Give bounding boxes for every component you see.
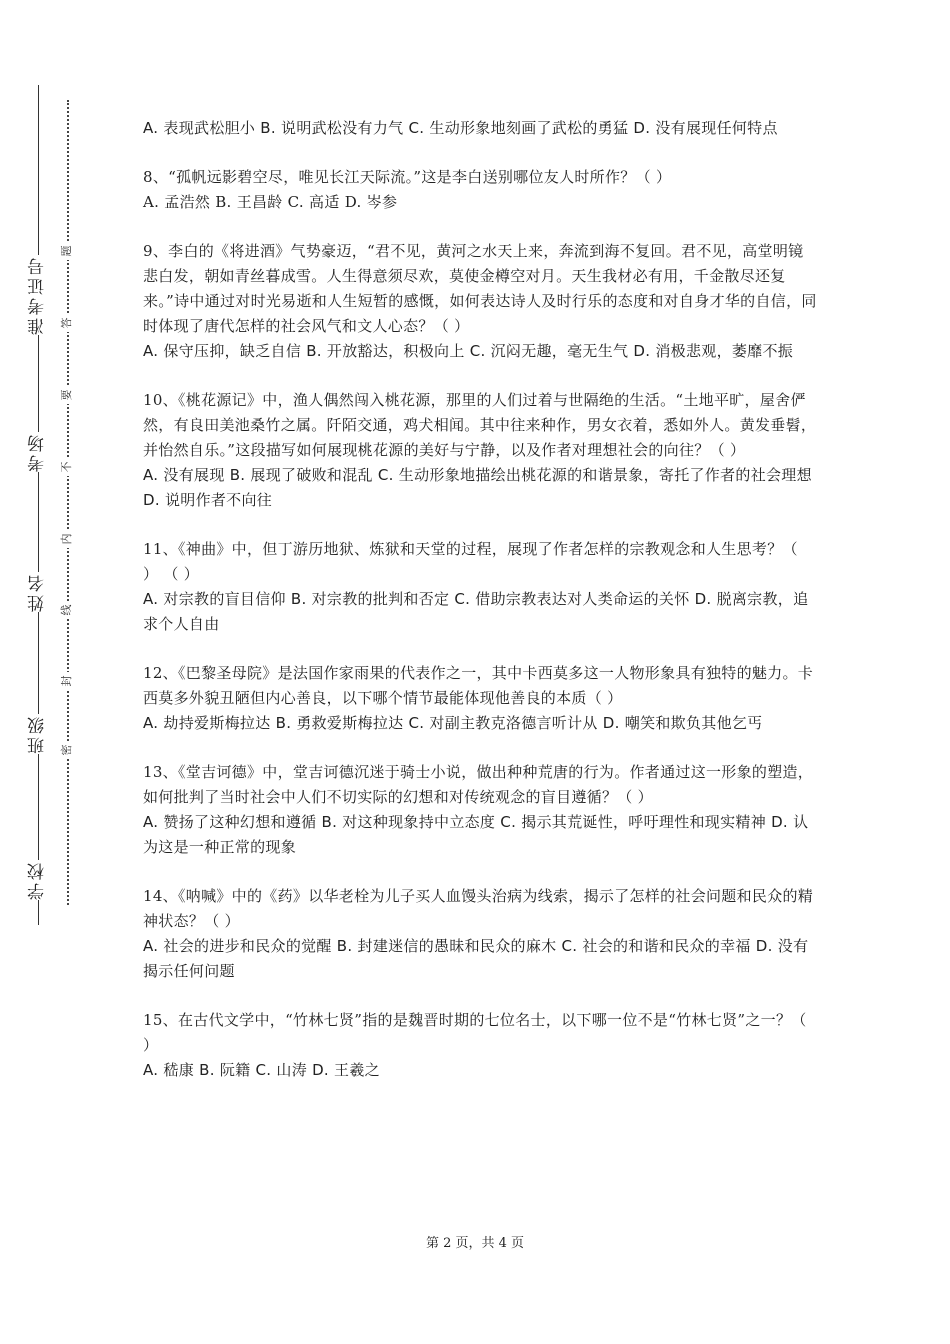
- seal-char-mi: 密: [60, 741, 74, 759]
- seal-char-nei: 内: [60, 530, 74, 548]
- question-stem: 15、在古代文学中，“竹林七贤”指的是魏晋时期的七位名士，以下哪一位不是“竹林七贤”之一？（ ）: [143, 1011, 807, 1054]
- seal-char-yao: 要: [60, 386, 74, 404]
- question-stem: 9、李白的《将进酒》气势豪迈，“君不见，黄河之水天上来，奔流到海不复回。君不见，高堂明镜悲白发，朝如青丝暮成雪。人生得意须尽欢，莫使金樽空对月。天生我材必有用，千金散尽还复来。”诗中通过对时光易逝和人生短暂的感慨，如何表达诗人及时行乐的态度和对自身才华的自信，同时体现了唐代怎样的社会风气和文人心态？（ ）: [143, 242, 817, 335]
- question-options: A. 对宗教的盲目信仰 B. 对宗教的批判和否定 C. 借助宗教表达对人类命运的关怀 D. 脱离宗教，追求个人自由: [143, 590, 809, 633]
- question-options: A. 没有展现 B. 展现了破败和混乱 C. 生动形象地描绘出桃花源的和谐景象，寄托了作者的社会理想 D. 说明作者不向往: [143, 466, 812, 509]
- field-school-label: 学校: [20, 860, 56, 900]
- seal-char-bu: 不: [60, 458, 74, 476]
- question-7-options: [143, 116, 818, 141]
- question-options: A. 表现武松胆小 B. 说明武松没有力气 C. 生动形象地刻画了武松的勇猛 D. 没有展现任何特点: [143, 119, 778, 137]
- question-9: [143, 239, 818, 364]
- seal-dotted-line: [67, 100, 69, 905]
- question-options: A. 保守压抑，缺乏自信 B. 开放豁达，积极向上 C. 沉闷无趣，毫无生气 D. 消极悲观，萎靡不振: [143, 342, 794, 360]
- question-stem: 8、“孤帆远影碧空尽，唯见长江天际流。”这是李白送别哪位友人时所作？（ ）: [143, 168, 672, 186]
- field-name: [20, 572, 56, 612]
- seal-char-xian: 线: [60, 601, 74, 619]
- field-name-label: 姓名: [20, 572, 56, 612]
- question-options: A. 孟浩然 B. 王昌龄 C. 高适 D. 岑参: [143, 193, 398, 211]
- question-13: [143, 760, 818, 860]
- field-exam-id-label: 准考证号: [20, 255, 56, 335]
- question-11: [143, 537, 818, 637]
- field-exam-room: [20, 432, 56, 472]
- question-options: A. 劫持爱斯梅拉达 B. 勇救爱斯梅拉达 C. 对副主教克洛德言听计从 D. 嘲笑和欺负其他乞丐: [143, 714, 763, 732]
- question-stem: 10、《桃花源记》中，渔人偶然闯入桃花源，那里的人们过着与世隔绝的生活。“土地平旷，屋舍俨然，有良田美池桑竹之属。阡陌交通，鸡犬相闻。其中往来种作，男女衣着，悉如外人。黄发垂髫，并怡然自乐。”这段描写如何展现桃花源的美好与宁静，以及作者对理想社会的向往？（ ）: [143, 391, 817, 459]
- question-options: A. 社会的进步和民众的觉醒 B. 封建迷信的愚昧和民众的麻木 C. 社会的和谐和民众的幸福 D. 没有揭示任何问题: [143, 937, 809, 980]
- seal-char-ti: 题: [60, 242, 74, 260]
- question-14: [143, 884, 818, 984]
- seal-char-feng: 封: [60, 672, 74, 690]
- field-class-label: 班级: [20, 714, 56, 754]
- question-12: [143, 661, 818, 736]
- question-8: [143, 165, 818, 215]
- question-list: [143, 116, 818, 1107]
- question-stem: 13、《堂吉诃德》中，堂吉诃德沉迷于骑士小说，做出种种荒唐的行为。作者通过这一形象的塑造，如何批判了当时社会中人们不切实际的幻想和对传统观念的盲目遵循？（ ）: [143, 763, 814, 806]
- page-footer: 第 2 页，共 4 页: [425, 1236, 525, 1251]
- question-10: [143, 388, 818, 513]
- field-class: [20, 714, 56, 754]
- seal-char-da: 答: [60, 314, 74, 332]
- question-15: [143, 1008, 818, 1083]
- field-exam-room-label: 考场: [20, 432, 56, 472]
- question-stem: 14、《呐喊》中的《药》以华老栓为儿子买人血馒头治病为线索，揭示了怎样的社会问题和民众的精神状态？（ ）: [143, 887, 814, 930]
- question-options: A. 赞扬了这种幻想和遵循 B. 对这种现象持中立态度 C. 揭示其荒诞性，呼吁理性和现实精神 D. 认为这是一种正常的现象: [143, 813, 809, 856]
- question-options: A. 嵇康 B. 阮籍 C. 山涛 D. 王羲之: [143, 1061, 380, 1079]
- field-school: [20, 860, 56, 900]
- binding-line: [38, 85, 39, 925]
- question-stem: 11、《神曲》中，但丁游历地狱、炼狱和天堂的过程，展现了作者怎样的宗教观念和人生思考？（ ） （ ）: [143, 540, 798, 583]
- question-stem: 12、《巴黎圣母院》是法国作家雨果的代表作之一，其中卡西莫多这一人物形象具有独特的魅力。卡西莫多外貌丑陋但内心善良，以下哪个情节最能体现他善良的本质（ ）: [143, 664, 814, 707]
- field-exam-id: [20, 255, 56, 335]
